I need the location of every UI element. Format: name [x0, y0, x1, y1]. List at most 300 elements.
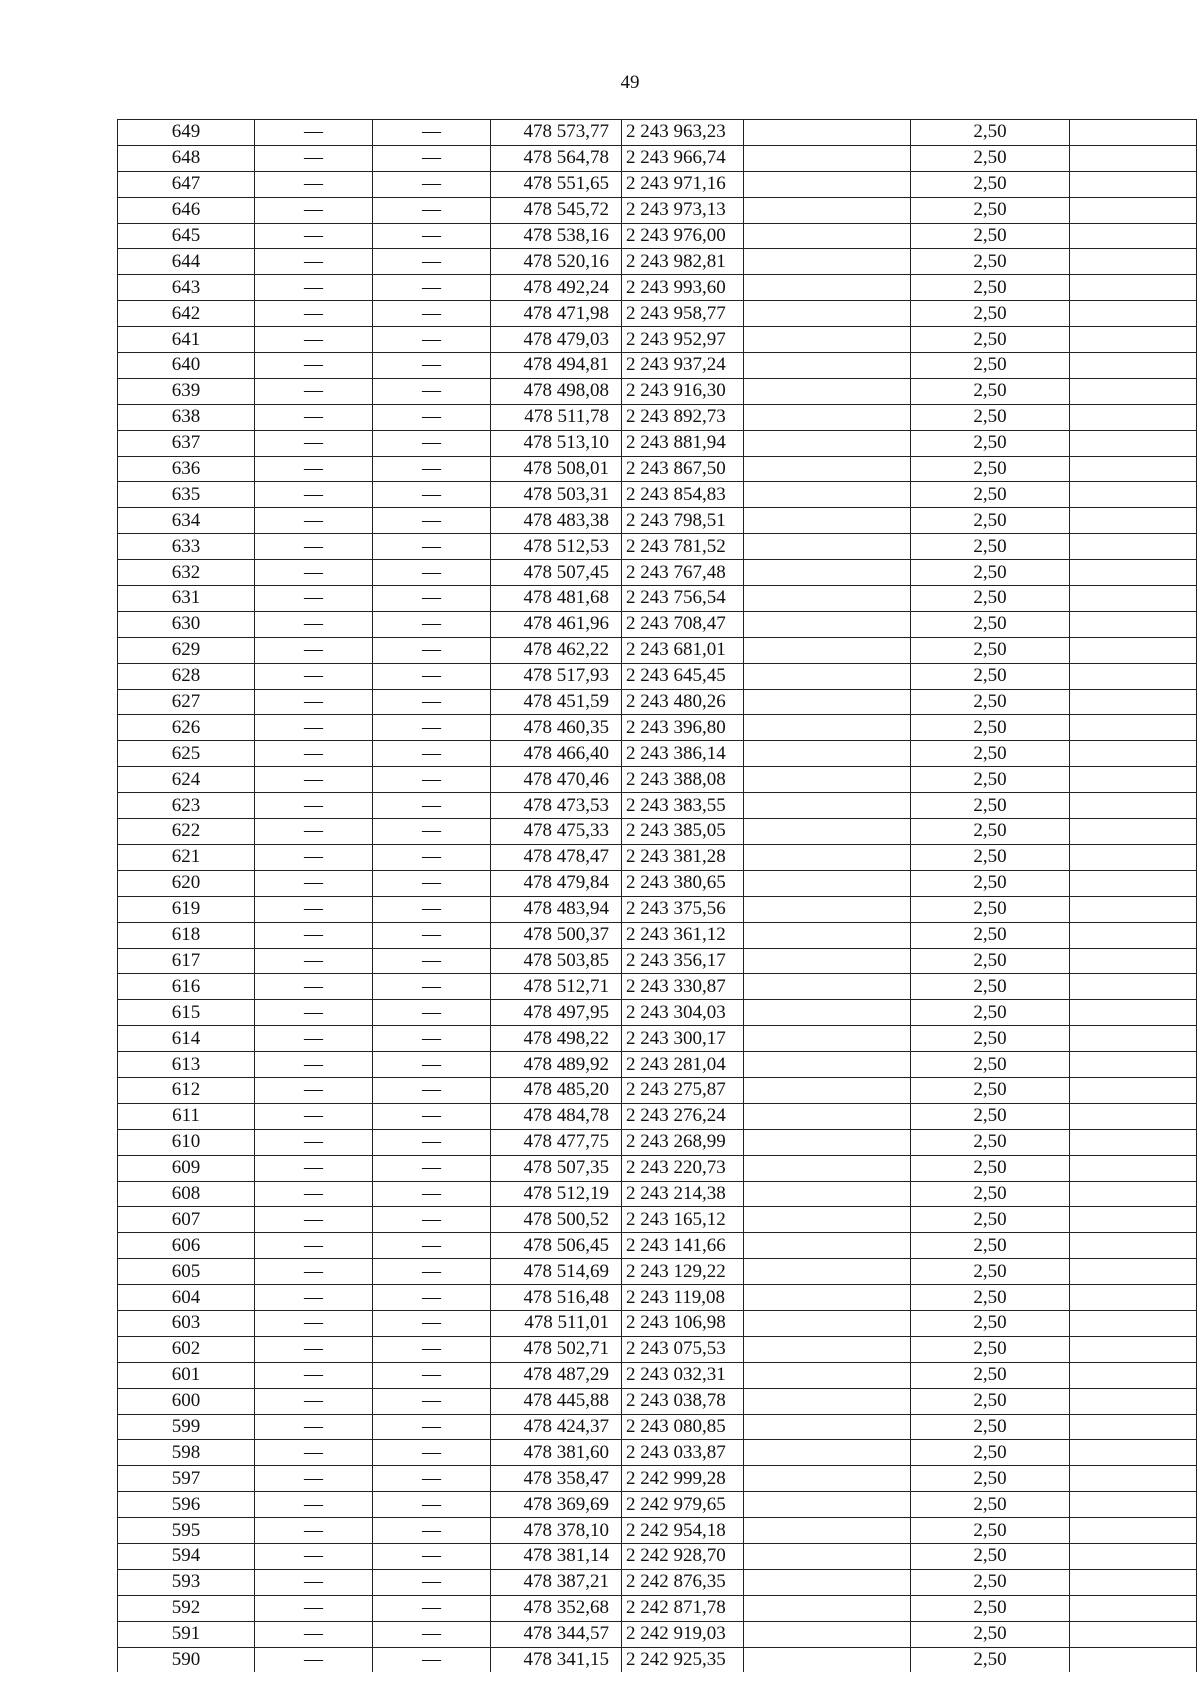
dash-cell-2: — [373, 1052, 491, 1078]
dash-cell-2: — [373, 611, 491, 637]
x-coordinate-cell: 478 516,48 [491, 1285, 622, 1311]
dash-cell-1: — [255, 404, 373, 430]
dash-cell-2: — [373, 327, 491, 353]
y-coordinate-cell: 2 243 973,13 [622, 197, 744, 223]
empty-cell-last [1070, 1181, 1197, 1207]
x-coordinate-cell: 478 545,72 [491, 197, 622, 223]
dash-cell-1: — [255, 1129, 373, 1155]
empty-cell [744, 1543, 911, 1569]
empty-cell-last [1070, 663, 1197, 689]
value-cell: 2,50 [911, 223, 1070, 249]
empty-cell [744, 715, 911, 741]
table-row [118, 819, 1197, 845]
dash-cell-1: — [255, 1000, 373, 1026]
x-coordinate-cell: 478 512,71 [491, 974, 622, 1000]
table-row [118, 922, 1197, 948]
point-number-cell: 605 [118, 1259, 255, 1285]
point-number-cell: 593 [118, 1569, 255, 1595]
point-number-cell: 621 [118, 844, 255, 870]
dash-cell-1: — [255, 793, 373, 819]
y-coordinate-cell: 2 242 928,70 [622, 1543, 744, 1569]
empty-cell [744, 1388, 911, 1414]
empty-cell-last [1070, 922, 1197, 948]
point-number-cell: 620 [118, 870, 255, 896]
y-coordinate-cell: 2 243 798,51 [622, 508, 744, 534]
empty-cell-last [1070, 637, 1197, 663]
y-coordinate-cell: 2 243 381,28 [622, 844, 744, 870]
x-coordinate-cell: 478 483,94 [491, 896, 622, 922]
value-cell: 2,50 [911, 1362, 1070, 1388]
y-coordinate-cell: 2 243 396,80 [622, 715, 744, 741]
point-number-cell: 601 [118, 1362, 255, 1388]
y-coordinate-cell: 2 243 781,52 [622, 534, 744, 560]
x-coordinate-cell: 478 352,68 [491, 1595, 622, 1621]
x-coordinate-cell: 478 511,01 [491, 1310, 622, 1336]
dash-cell-1: — [255, 741, 373, 767]
empty-cell-last [1070, 767, 1197, 793]
table-row [118, 327, 1197, 353]
empty-cell-last [1070, 1518, 1197, 1544]
table-row [118, 1440, 1197, 1466]
dash-cell-1: — [255, 534, 373, 560]
point-number-cell: 598 [118, 1440, 255, 1466]
empty-cell-last [1070, 793, 1197, 819]
table-row [118, 249, 1197, 275]
point-number-cell: 614 [118, 1026, 255, 1052]
dash-cell-1: — [255, 1155, 373, 1181]
y-coordinate-cell: 2 243 129,22 [622, 1259, 744, 1285]
empty-cell [744, 1414, 911, 1440]
y-coordinate-cell: 2 243 038,78 [622, 1388, 744, 1414]
point-number-cell: 640 [118, 353, 255, 379]
value-cell: 2,50 [911, 120, 1070, 146]
empty-cell [744, 145, 911, 171]
empty-cell [744, 404, 911, 430]
dash-cell-2: — [373, 249, 491, 275]
y-coordinate-cell: 2 243 388,08 [622, 767, 744, 793]
table-row [118, 353, 1197, 379]
empty-cell-last [1070, 249, 1197, 275]
x-coordinate-cell: 478 381,60 [491, 1440, 622, 1466]
y-coordinate-cell: 2 243 963,23 [622, 120, 744, 146]
table-row [118, 870, 1197, 896]
empty-cell [744, 870, 911, 896]
y-coordinate-cell: 2 243 361,12 [622, 922, 744, 948]
dash-cell-1: — [255, 663, 373, 689]
dash-cell-2: — [373, 508, 491, 534]
empty-cell-last [1070, 171, 1197, 197]
y-coordinate-cell: 2 243 916,30 [622, 378, 744, 404]
dash-cell-2: — [373, 456, 491, 482]
point-number-cell: 603 [118, 1310, 255, 1336]
y-coordinate-cell: 2 243 993,60 [622, 275, 744, 301]
dash-cell-2: — [373, 378, 491, 404]
y-coordinate-cell: 2 243 681,01 [622, 637, 744, 663]
dash-cell-1: — [255, 508, 373, 534]
dash-cell-2: — [373, 586, 491, 612]
point-number-cell: 645 [118, 223, 255, 249]
point-number-cell: 638 [118, 404, 255, 430]
empty-cell [744, 1077, 911, 1103]
empty-cell [744, 1155, 911, 1181]
dash-cell-2: — [373, 1440, 491, 1466]
x-coordinate-cell: 478 473,53 [491, 793, 622, 819]
dash-cell-2: — [373, 171, 491, 197]
table-row [118, 1336, 1197, 1362]
point-number-cell: 613 [118, 1052, 255, 1078]
value-cell: 2,50 [911, 741, 1070, 767]
empty-cell [744, 1052, 911, 1078]
empty-cell-last [1070, 1052, 1197, 1078]
y-coordinate-cell: 2 243 952,97 [622, 327, 744, 353]
empty-cell [744, 637, 911, 663]
page-number: 49 [620, 72, 640, 93]
dash-cell-1: — [255, 1207, 373, 1233]
point-number-cell: 644 [118, 249, 255, 275]
empty-cell-last [1070, 1440, 1197, 1466]
point-number-cell: 615 [118, 1000, 255, 1026]
empty-cell-last [1070, 974, 1197, 1000]
point-number-cell: 610 [118, 1129, 255, 1155]
dash-cell-1: — [255, 1647, 373, 1672]
value-cell: 2,50 [911, 1077, 1070, 1103]
x-coordinate-cell: 478 508,01 [491, 456, 622, 482]
y-coordinate-cell: 2 243 300,17 [622, 1026, 744, 1052]
y-coordinate-cell: 2 243 330,87 [622, 974, 744, 1000]
dash-cell-1: — [255, 1595, 373, 1621]
dash-cell-1: — [255, 689, 373, 715]
dash-cell-1: — [255, 1569, 373, 1595]
empty-cell-last [1070, 1285, 1197, 1311]
table-row [118, 1362, 1197, 1388]
value-cell: 2,50 [911, 171, 1070, 197]
empty-cell [744, 456, 911, 482]
empty-cell [744, 1181, 911, 1207]
dash-cell-2: — [373, 741, 491, 767]
empty-cell [744, 844, 911, 870]
value-cell: 2,50 [911, 1414, 1070, 1440]
empty-cell [744, 1026, 911, 1052]
dash-cell-1: — [255, 637, 373, 663]
y-coordinate-cell: 2 242 999,28 [622, 1466, 744, 1492]
point-number-cell: 636 [118, 456, 255, 482]
dash-cell-2: — [373, 197, 491, 223]
x-coordinate-cell: 478 502,71 [491, 1336, 622, 1362]
value-cell: 2,50 [911, 145, 1070, 171]
dash-cell-1: — [255, 275, 373, 301]
dash-cell-1: — [255, 1103, 373, 1129]
value-cell: 2,50 [911, 301, 1070, 327]
empty-cell [744, 1621, 911, 1647]
x-coordinate-cell: 478 512,19 [491, 1181, 622, 1207]
table-row [118, 378, 1197, 404]
empty-cell-last [1070, 120, 1197, 146]
x-coordinate-cell: 478 507,45 [491, 560, 622, 586]
value-cell: 2,50 [911, 534, 1070, 560]
x-coordinate-cell: 478 344,57 [491, 1621, 622, 1647]
dash-cell-1: — [255, 1052, 373, 1078]
dash-cell-1: — [255, 1518, 373, 1544]
x-coordinate-cell: 478 358,47 [491, 1466, 622, 1492]
value-cell: 2,50 [911, 1103, 1070, 1129]
dash-cell-2: — [373, 534, 491, 560]
empty-cell-last [1070, 1647, 1197, 1672]
value-cell: 2,50 [911, 1595, 1070, 1621]
x-coordinate-cell: 478 477,75 [491, 1129, 622, 1155]
value-cell: 2,50 [911, 1440, 1070, 1466]
empty-cell [744, 922, 911, 948]
value-cell: 2,50 [911, 1466, 1070, 1492]
empty-cell [744, 1647, 911, 1672]
table-body [118, 120, 1197, 1673]
table-row [118, 767, 1197, 793]
value-cell: 2,50 [911, 844, 1070, 870]
value-cell: 2,50 [911, 974, 1070, 1000]
x-coordinate-cell: 478 462,22 [491, 637, 622, 663]
dash-cell-2: — [373, 870, 491, 896]
dash-cell-2: — [373, 1181, 491, 1207]
empty-cell [744, 1103, 911, 1129]
dash-cell-1: — [255, 974, 373, 1000]
y-coordinate-cell: 2 243 480,26 [622, 689, 744, 715]
table-row [118, 1569, 1197, 1595]
dash-cell-1: — [255, 715, 373, 741]
value-cell: 2,50 [911, 378, 1070, 404]
value-cell: 2,50 [911, 793, 1070, 819]
point-number-cell: 609 [118, 1155, 255, 1181]
x-coordinate-cell: 478 506,45 [491, 1233, 622, 1259]
point-number-cell: 623 [118, 793, 255, 819]
x-coordinate-cell: 478 520,16 [491, 249, 622, 275]
dash-cell-2: — [373, 1207, 491, 1233]
empty-cell-last [1070, 301, 1197, 327]
empty-cell-last [1070, 482, 1197, 508]
table-row [118, 1181, 1197, 1207]
empty-cell [744, 793, 911, 819]
dash-cell-1: — [255, 870, 373, 896]
point-number-cell: 648 [118, 145, 255, 171]
x-coordinate-cell: 478 485,20 [491, 1077, 622, 1103]
value-cell: 2,50 [911, 1155, 1070, 1181]
point-number-cell: 630 [118, 611, 255, 637]
x-coordinate-cell: 478 451,59 [491, 689, 622, 715]
table-row [118, 689, 1197, 715]
empty-cell-last [1070, 353, 1197, 379]
empty-cell-last [1070, 1569, 1197, 1595]
point-number-cell: 629 [118, 637, 255, 663]
value-cell: 2,50 [911, 1259, 1070, 1285]
point-number-cell: 600 [118, 1388, 255, 1414]
dash-cell-2: — [373, 223, 491, 249]
empty-cell [744, 1233, 911, 1259]
y-coordinate-cell: 2 243 380,65 [622, 870, 744, 896]
empty-cell [744, 1595, 911, 1621]
x-coordinate-cell: 478 498,08 [491, 378, 622, 404]
table-row [118, 741, 1197, 767]
dash-cell-1: — [255, 1310, 373, 1336]
empty-cell-last [1070, 1233, 1197, 1259]
empty-cell-last [1070, 1543, 1197, 1569]
y-coordinate-cell: 2 243 867,50 [622, 456, 744, 482]
y-coordinate-cell: 2 243 881,94 [622, 430, 744, 456]
table-row [118, 1310, 1197, 1336]
dash-cell-2: — [373, 922, 491, 948]
dash-cell-1: — [255, 948, 373, 974]
point-number-cell: 592 [118, 1595, 255, 1621]
x-coordinate-cell: 478 517,93 [491, 663, 622, 689]
value-cell: 2,50 [911, 1233, 1070, 1259]
dash-cell-2: — [373, 819, 491, 845]
value-cell: 2,50 [911, 1000, 1070, 1026]
y-coordinate-cell: 2 243 276,24 [622, 1103, 744, 1129]
table-row [118, 793, 1197, 819]
empty-cell-last [1070, 534, 1197, 560]
table-row [118, 637, 1197, 663]
x-coordinate-cell: 478 381,14 [491, 1543, 622, 1569]
dash-cell-1: — [255, 120, 373, 146]
dash-cell-2: — [373, 1569, 491, 1595]
table-row [118, 1621, 1197, 1647]
point-number-cell: 625 [118, 741, 255, 767]
value-cell: 2,50 [911, 456, 1070, 482]
table-row [118, 404, 1197, 430]
x-coordinate-cell: 478 478,47 [491, 844, 622, 870]
dash-cell-1: — [255, 482, 373, 508]
x-coordinate-cell: 478 466,40 [491, 741, 622, 767]
point-number-cell: 590 [118, 1647, 255, 1672]
dash-cell-1: — [255, 378, 373, 404]
value-cell: 2,50 [911, 611, 1070, 637]
dash-cell-2: — [373, 793, 491, 819]
dash-cell-1: — [255, 896, 373, 922]
dash-cell-2: — [373, 1362, 491, 1388]
dash-cell-2: — [373, 301, 491, 327]
value-cell: 2,50 [911, 1129, 1070, 1155]
table-row [118, 1129, 1197, 1155]
empty-cell [744, 586, 911, 612]
point-number-cell: 628 [118, 663, 255, 689]
y-coordinate-cell: 2 242 954,18 [622, 1518, 744, 1544]
empty-cell [744, 741, 911, 767]
dash-cell-1: — [255, 767, 373, 793]
dash-cell-2: — [373, 482, 491, 508]
point-number-cell: 632 [118, 560, 255, 586]
dash-cell-1: — [255, 1285, 373, 1311]
y-coordinate-cell: 2 243 268,99 [622, 1129, 744, 1155]
table-row [118, 120, 1197, 146]
empty-cell-last [1070, 275, 1197, 301]
y-coordinate-cell: 2 243 075,53 [622, 1336, 744, 1362]
empty-cell-last [1070, 844, 1197, 870]
empty-cell-last [1070, 1595, 1197, 1621]
y-coordinate-cell: 2 243 165,12 [622, 1207, 744, 1233]
empty-cell [744, 171, 911, 197]
point-number-cell: 646 [118, 197, 255, 223]
table-row [118, 1000, 1197, 1026]
empty-cell-last [1070, 327, 1197, 353]
table-row [118, 1595, 1197, 1621]
empty-cell-last [1070, 197, 1197, 223]
dash-cell-2: — [373, 1518, 491, 1544]
dash-cell-2: — [373, 1285, 491, 1311]
value-cell: 2,50 [911, 508, 1070, 534]
x-coordinate-cell: 478 481,68 [491, 586, 622, 612]
dash-cell-1: — [255, 922, 373, 948]
point-number-cell: 595 [118, 1518, 255, 1544]
y-coordinate-cell: 2 243 958,77 [622, 301, 744, 327]
y-coordinate-cell: 2 243 982,81 [622, 249, 744, 275]
table-row [118, 1077, 1197, 1103]
x-coordinate-cell: 478 460,35 [491, 715, 622, 741]
table-row [118, 1543, 1197, 1569]
y-coordinate-cell: 2 243 708,47 [622, 611, 744, 637]
empty-cell-last [1070, 378, 1197, 404]
value-cell: 2,50 [911, 1207, 1070, 1233]
y-coordinate-cell: 2 243 080,85 [622, 1414, 744, 1440]
y-coordinate-cell: 2 243 356,17 [622, 948, 744, 974]
table-row [118, 715, 1197, 741]
x-coordinate-cell: 478 471,98 [491, 301, 622, 327]
value-cell: 2,50 [911, 1181, 1070, 1207]
dash-cell-2: — [373, 1492, 491, 1518]
table-row [118, 1233, 1197, 1259]
point-number-cell: 597 [118, 1466, 255, 1492]
empty-cell [744, 249, 911, 275]
table-row [118, 560, 1197, 586]
dash-cell-2: — [373, 1595, 491, 1621]
empty-cell [744, 275, 911, 301]
y-coordinate-cell: 2 243 386,14 [622, 741, 744, 767]
y-coordinate-cell: 2 243 854,83 [622, 482, 744, 508]
table-row [118, 1492, 1197, 1518]
dash-cell-2: — [373, 1310, 491, 1336]
value-cell: 2,50 [911, 1492, 1070, 1518]
table-row [118, 1518, 1197, 1544]
y-coordinate-cell: 2 242 876,35 [622, 1569, 744, 1595]
x-coordinate-cell: 478 475,33 [491, 819, 622, 845]
value-cell: 2,50 [911, 197, 1070, 223]
y-coordinate-cell: 2 243 971,16 [622, 171, 744, 197]
x-coordinate-cell: 478 512,53 [491, 534, 622, 560]
y-coordinate-cell: 2 242 919,03 [622, 1621, 744, 1647]
dash-cell-1: — [255, 1466, 373, 1492]
empty-cell-last [1070, 1103, 1197, 1129]
dash-cell-2: — [373, 404, 491, 430]
x-coordinate-cell: 478 498,22 [491, 1026, 622, 1052]
value-cell: 2,50 [911, 922, 1070, 948]
empty-cell-last [1070, 819, 1197, 845]
table-row [118, 1259, 1197, 1285]
table-row [118, 1285, 1197, 1311]
value-cell: 2,50 [911, 948, 1070, 974]
dash-cell-2: — [373, 430, 491, 456]
dash-cell-2: — [373, 145, 491, 171]
y-coordinate-cell: 2 243 275,87 [622, 1077, 744, 1103]
x-coordinate-cell: 478 511,78 [491, 404, 622, 430]
dash-cell-1: — [255, 1440, 373, 1466]
point-number-cell: 633 [118, 534, 255, 560]
dash-cell-2: — [373, 1077, 491, 1103]
point-number-cell: 594 [118, 1543, 255, 1569]
table-row [118, 896, 1197, 922]
dash-cell-1: — [255, 1181, 373, 1207]
empty-cell [744, 767, 911, 793]
dash-cell-1: — [255, 145, 373, 171]
value-cell: 2,50 [911, 353, 1070, 379]
empty-cell-last [1070, 1362, 1197, 1388]
y-coordinate-cell: 2 243 141,66 [622, 1233, 744, 1259]
value-cell: 2,50 [911, 1569, 1070, 1595]
